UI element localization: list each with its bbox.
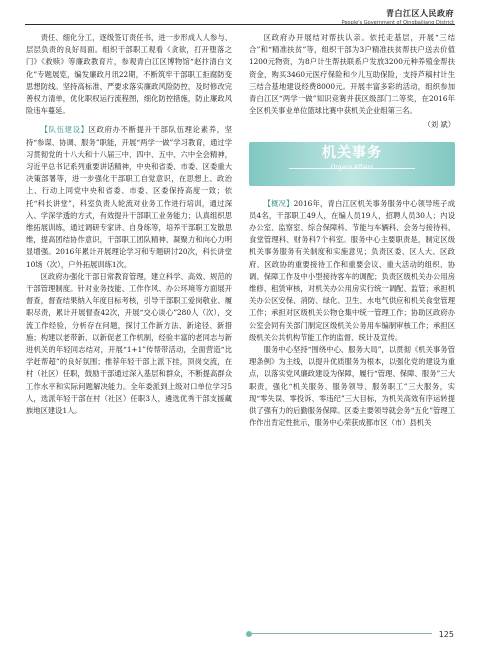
section-banner (249, 142, 455, 186)
header-rule (25, 24, 455, 25)
footer-rule (250, 633, 432, 634)
left-paragraph-3: 区政府办强化干部日常教育管理，建立科学、高效、规范的干部管理制度。针对业务技能、工作作风、办公环境等方面展开督查，督查结果纳入年度目标考核，引导干部职工爱岗敬业、履职尽责，累计开展督查42次，开展“交心谈心”280人（次），交流工作经验，分析存在问题，探讨工作新方法、新途径、新措施；构建以老带新、以新促老工作机制，经验丰富的老同志与新进机关的年轻同志结对，开展“1+1”传帮带活动，全面营造“比学赶帮超”的良好氛围；推荐年轻干部上派下挂，顶岗交流，在村（社区）任职，鼓励干部通过深入基层和群众，不断提高群众工作水平和实际问题解决能力。全年委派到上级对口单位学习5人，选派年轻干部在村（社区）任职3人，遴选优秀干部支援藏族地区建设1人。 (26, 271, 232, 416)
section-label-team: 【队伍建设】 (40, 125, 89, 135)
left-paragraph-2 (26, 124, 232, 270)
right-column (249, 32, 455, 429)
right-paragraph-2 (249, 198, 455, 344)
right-paragraph-3: 服务中心坚持“围绕中心、服务大局”，以贯彻《机关事务管理条例》为主线，以提升优质服务为根本，以强化党的建设为重点，以落实党风廉政建设为保障，履行“管理、保障、服务”三大职责，强化“机关服务、服务领导、服务职工”三大服务，实现“零失误、零投诉、零违纪”三大目标，为机关高效有序运转提供了强有力的后勤服务保障。区委主要领导就会务“五化”管理工作作出肯定性批示，服务中心荣获成都市区（市）县机关 (249, 345, 455, 428)
left-paragraph-2-text: 区政府办不断提升干部队伍理论素养，坚持“参谋、协调、服务”职能，开展“两学一做”学习教育，通过学习贯彻党的十八大和十八届三中、四中、五中、六中全会精神，习近平总书记系列重要讲话精神，中央和省委、市委、区委重大决策部署等，进一步强化干部职工自觉意识，在思想上、政治上、行动上同党中央和省委、市委、区委保持高度一致；依托“科长讲堂”，科室负责人轮流对业务工作进行培训，通过深入、学深学透的方式，有效提升干部职工业务能力；认真组织思维拓展训练，通过调研专家讲、自身练等，培养干部职工发散思维，提高团结协作意识，干部职工团队精神、凝聚力和向心力明显增强。2016年累计开展理论学习和专题研讨20次，科长讲堂10场（次），户外拓展训练1次。 (26, 125, 233, 269)
page-number: 125 (438, 630, 454, 639)
section-label-overview: 【概况】 (263, 198, 294, 208)
footer-dot (246, 631, 252, 637)
banner-divider (289, 168, 415, 169)
header-title-cn: 青白江区人民政府 (386, 9, 454, 18)
banner-title-cn: 机关事务 (322, 144, 382, 161)
left-column (26, 32, 232, 417)
author-signature: （刘 斌） (423, 120, 455, 130)
left-paragraph-1: 责任、细化分工，逐级签订责任书，进一步形成人人参与、层层负责的良好局面。组织干部职工观看《贪欲，打开堕落之门》《救赎》等廉政教育片，参观青白江区博物馆“赵抃清白文化”专题展览，编发廉政月讯22期，不断筑牢干部职工拒腐防变思想防线。坚持高标准、严要求落实廉政风险防控，及时修改完善权力清单，优化职权运行流程图，细化防控措施，防止廉政风险违车蔓延。 (26, 33, 232, 116)
right-paragraph-2-text: 2016年，青白江区机关事务服务中心领导班子成员4名，干部职工49人，在编人员19人，招聘人员30人；内设办公室、监察室、综合保障科、节能与车辆科、会务与接待科、食堂管理科、财务科7个科室。服务中心主要职责是，制定区级机关事务服务有关制度和实施意见；负责区委、区人大、区政府、区政协的重要接待工作和重要会议、重大活动的组织、协调、保障工作及中小型接待客车的调配；负责区级机关办公用房维修、租赁审核，对机关办公用房实行统一调配、监管；承担机关办公区安保、消防、绿化、卫生、水电气供应和机关食堂管理工作；承担对区级机关公物仓集中统一管理工作；协助区政府办公室会同有关部门制定区级机关公务用车编制审核工作；承担区级机关公共机构节能工作的监督、统计及宣传。 (249, 198, 455, 342)
header-title-en: People's Government of Qingbaijiang District (341, 20, 454, 26)
right-paragraph-1: 区政府办开展结对帮扶认亲。依托走基层，开展“三结合”和“精准扶贫”等，组织干部为3户精准扶贫帮扶户送去价值1200元物资，为8户计生帮扶联系户发放3200元种养殖金帮扶资金，购买3460元医疗保险和少儿互助保险，支持芦稿村计生三结合基地建设经费8000元。开展丰富多彩的活动，组织参加青白江区“两学一做”知识竞赛并获区级部门二等奖，在2016年全区机关事业单位篮球比赛中获机关企业组第三名。 (249, 33, 455, 116)
